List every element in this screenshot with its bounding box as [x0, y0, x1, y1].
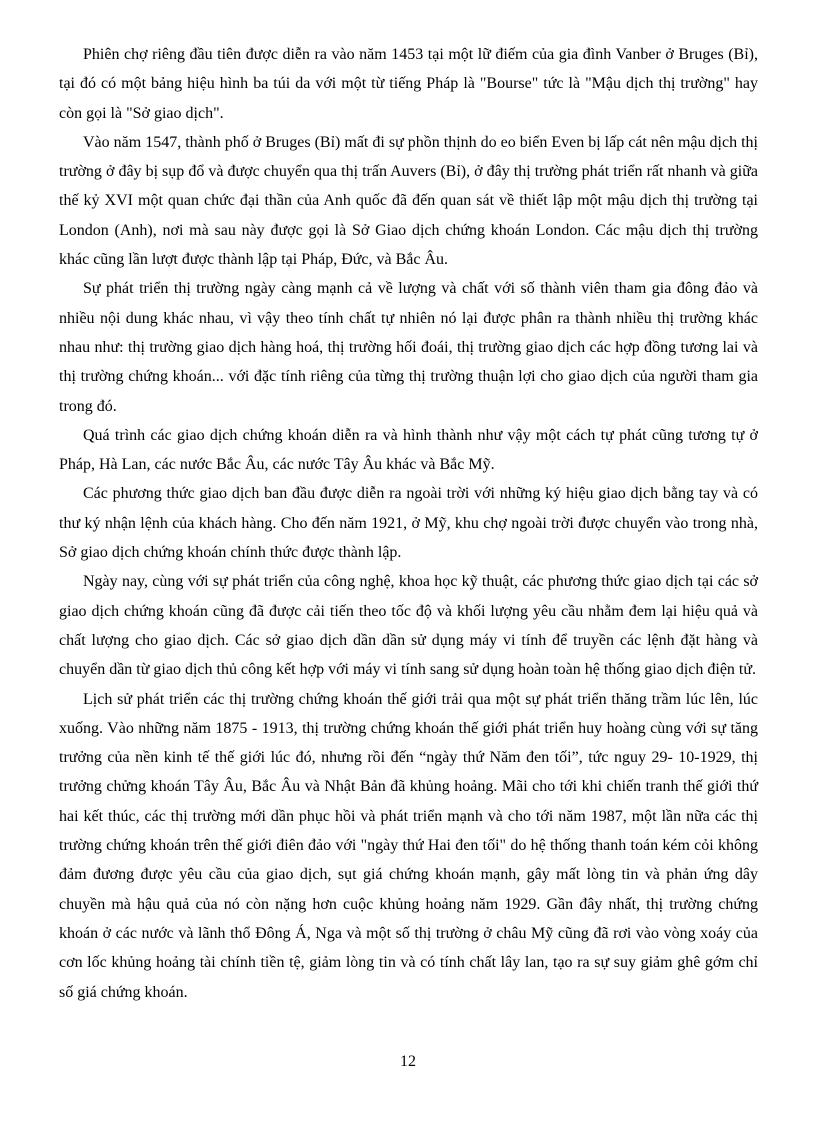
- paragraph-early-trading-methods: Các phương thức giao dịch ban đầu được diễn ra ngoài trời với những ký hiệu giao dịch bằng tay và có thư ký nhận lệnh của khách hàng. Cho đến năm 1921, ở Mỹ, khu chợ ngoài trời được chuyển vào trong nhà, Sở giao dịch chứng khoán chính thức được thành lập.: [59, 485, 758, 562]
- page-body: [59, 40, 758, 1007]
- page-number: 12: [400, 1053, 416, 1070]
- paragraph-modern-technology: Ngày nay, cùng với sự phát triển của công nghệ, khoa học kỹ thuật, các phương thức giao dịch tại các sở giao dịch chứng khoán cũng đã được cải tiến theo tốc độ và khối lượng yêu cầu nhằm đem lại hiệu quả và chất lượng cho giao dịch. Các sở giao dịch dần dần sử dụng máy vi tính để truyền các lệnh đặt hàng và chuyển dần từ giao dịch thủ công kết hợp với máy vi tính sang sử dụng hoàn toàn hệ thống giao dịch điện tử.: [59, 573, 758, 679]
- paragraph-first-market-bruges: Phiên chợ riêng đầu tiên được diễn ra vào năm 1453 tại một lữ điếm của gia đình Vanber ở Bruges (Bỉ), tại đó có một bảng hiệu hình ba túi da với một từ tiếng Pháp là "Bourse" tức là "Mậu dịch thị trường" hay còn gọi là "Sở giao dịch".: [59, 46, 758, 122]
- paragraph-market-diversification: Sự phát triển thị trường ngày càng mạnh cả về lượng và chất với số thành viên tham gia đông đảo và nhiều nội dung khác nhau, vì vậy theo tính chất tự nhiên nó lại được phân ra thành nhiều thị trường khác nhau như: thị trường giao dịch hàng hoá, thị trường hối đoái, thị trường giao dịch các hợp đồng tương lai và thị trường chứng khoán... với đặc tính riêng của từng thị trường thuận lợi cho giao dịch của người tham gia trong đó.: [59, 280, 758, 415]
- paragraph-market-history-crises: Lịch sử phát triển các thị trường chứng khoán thế giới trải qua một sự phát triển thăng trầm lúc lên, lúc xuống. Vào những năm 1875 - 1913, thị trường chứng khoán thế giới phát triển huy hoàng cùng với sự tăng trưởng của nền kinh tế thế giới lúc đó, nhưng rồi đến “ngày thứ Năm đen tối”, tức nguy 29- 10-1929, thị trưởng chửng khoán Tây Âu, Bắc Âu và Nhật Bản đã khủng hoảng. Mãi cho tới khi chiến tranh thế giới thứ hai kết thúc, các thị trường mới dần phục hồi và phát triển mạnh và cho tới năm 1987, một lần nữa các thị trường chứng khoán trên thế giới điên đảo với "ngày thứ Hai đen tối" do hệ thống thanh toán kém cỏi không đảm đương được yêu cầu của giao dịch, sụt giá chứng khoán mạnh, gây mất lòng tin và phản ứng dây chuyền mà hậu quả của nó còn nặng hơn cuộc khủng hoảng năm 1929. Gần đây nhất, thị trường chứng khoán ở các nước và lãnh thổ Đông Á, Nga và một số thị trường ở châu Mỹ cũng đã rơi vào vòng xoáy của cơn lốc khủng hoảng tài chính tiền tệ, giảm lòng tin và có tính chất lây lan, tạo ra sự suy giảm ghê gớm chỉ số giá chứng khoán.: [59, 690, 758, 1001]
- paragraph-spontaneous-formation: Quá trình các giao dịch chứng khoán diễn ra và hình thành như vậy một cách tự phát cũng tương tự ở Pháp, Hà Lan, các nước Bắc Âu, các nước Tây Âu khác và Bắc Mỹ.: [59, 426, 758, 474]
- paragraph-bruges-decline-london: Vào năm 1547, thành phố ở Bruges (Bỉ) mất đi sự phồn thịnh do eo biển Even bị lấp cát nên mậu dịch thị trường ở đây bị sụp đổ và được chuyển qua thị trấn Auvers (Bỉ), ở đây thị trường phát triển rất nhanh và giữa thế kỷ XVI một quan chức đại thần của Anh quốc đã đến quan sát về thiết lập một mậu dịch thị trường tại London (Anh), nơi mà sau này được gọi là Sở Giao dịch chứng khoán London. Các mậu dịch thị trường khác cũng lần lượt được thành lập tại Pháp, Đức, và Bắc Âu.: [59, 133, 758, 269]
